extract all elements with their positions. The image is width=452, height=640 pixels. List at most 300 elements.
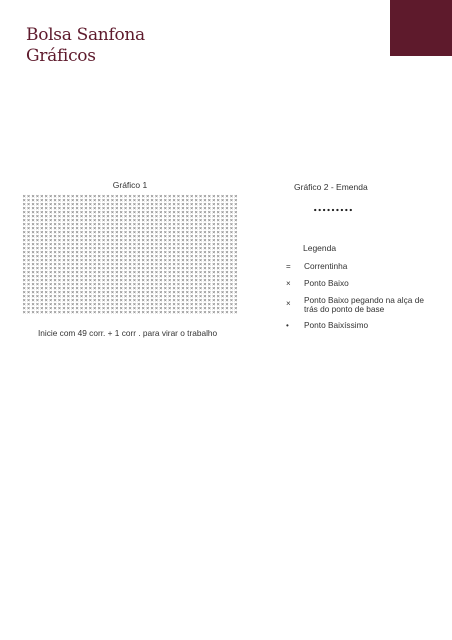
stitch-mark: × [97, 294, 102, 300]
stitch-mark: × [128, 290, 132, 296]
chart2-stitch-row [313, 200, 353, 206]
stitch-mark: × [154, 270, 159, 276]
stitch-mark: × [83, 242, 88, 248]
stitch-mark: × [53, 310, 57, 314]
stitch-mark: × [75, 254, 80, 260]
stitch-mark: × [92, 206, 97, 212]
stitch-mark: × [229, 274, 234, 280]
stitch-mark: × [119, 230, 124, 236]
stitch-mark: × [141, 230, 146, 236]
stitch-mark: × [123, 198, 128, 204]
stitch-mark: × [97, 258, 102, 264]
stitch-mark: × [145, 242, 150, 248]
stitch-mark: × [176, 246, 181, 252]
stitch-mark: × [207, 230, 212, 236]
stitch-mark: × [92, 302, 97, 308]
stitch-mark: × [31, 218, 35, 224]
stitch-mark: × [198, 230, 203, 236]
stitch-mark: × [75, 246, 80, 252]
stitch-mark: × [158, 214, 163, 220]
stitch-mark: × [167, 282, 172, 288]
stitch-mark: × [83, 294, 88, 300]
stitch-mark: × [101, 270, 106, 276]
stitch-mark: × [203, 242, 207, 248]
stitch-mark: × [220, 238, 225, 244]
stitch-mark: × [145, 282, 150, 288]
stitch-mark: × [101, 214, 106, 220]
stitch-mark: × [70, 254, 75, 260]
stitch-mark: × [31, 262, 35, 268]
stitch-mark: × [203, 302, 207, 308]
stitch-mark: × [79, 310, 84, 314]
stitch-mark: × [211, 222, 216, 228]
stitch-mark: × [83, 290, 88, 296]
stitch-mark: × [53, 290, 57, 296]
stitch-mark: × [97, 270, 102, 276]
stitch-mark: × [57, 278, 62, 284]
stitch-mark: × [185, 250, 190, 256]
stitch-mark: × [176, 194, 181, 200]
stitch-mark: × [229, 226, 234, 232]
stitch-mark: × [189, 230, 194, 236]
stitch-mark: × [61, 246, 66, 252]
stitch-mark: × [44, 298, 49, 304]
stitch-mark: × [114, 310, 119, 314]
stitch-mark: × [39, 206, 44, 212]
stitch-mark: × [106, 274, 110, 280]
stitch-mark: × [119, 258, 124, 264]
stitch-mark: × [114, 218, 119, 224]
stitch-mark: × [92, 242, 97, 248]
stitch-mark: × [128, 266, 132, 272]
stitch-mark: × [207, 250, 212, 256]
stitch-mark: × [88, 302, 93, 308]
stitch-mark: × [44, 250, 49, 256]
stitch-mark: × [61, 274, 66, 280]
stitch-mark: × [114, 242, 119, 248]
stitch-mark: × [141, 202, 146, 208]
stitch-mark: × [141, 198, 146, 204]
stitch-mark: × [233, 270, 238, 276]
stitch-mark: × [110, 246, 115, 252]
stitch-mark: × [128, 310, 132, 314]
stitch-mark: × [225, 218, 229, 224]
stitch-mark: × [31, 302, 35, 308]
stitch-mark: × [136, 270, 141, 276]
stitch-mark: × [141, 242, 146, 248]
stitch-mark: × [207, 254, 212, 260]
stitch-mark: × [92, 234, 97, 240]
stitch-mark: × [136, 274, 141, 280]
stitch-mark: × [83, 282, 88, 288]
stitch-mark: × [167, 302, 172, 308]
stitch-mark: × [88, 198, 93, 204]
stitch-mark: × [92, 198, 97, 204]
stitch-mark: × [136, 218, 141, 224]
stitch-mark: × [198, 214, 203, 220]
stitch-mark: × [110, 202, 115, 208]
stitch-mark: × [66, 226, 71, 232]
stitch-mark: × [39, 214, 44, 220]
stitch-mark: × [35, 230, 40, 236]
stitch-mark: × [172, 230, 177, 236]
stitch-mark: × [229, 250, 234, 256]
stitch-mark: × [119, 226, 124, 232]
stitch-mark: × [110, 270, 115, 276]
stitch-mark: × [22, 246, 27, 252]
stitch-mark: × [211, 270, 216, 276]
stitch-mark: × [48, 210, 53, 216]
chart1-note: Inicie com 49 corr. + 1 corr . para virar o trabalho [38, 328, 218, 338]
stitch-mark: × [172, 246, 177, 252]
stitch-mark: × [185, 198, 190, 204]
stitch-mark: × [53, 246, 57, 252]
stitch-mark: × [26, 266, 31, 272]
stitch-mark: × [35, 214, 40, 220]
stitch-mark: × [141, 262, 146, 268]
stitch-mark: × [198, 294, 203, 300]
stitch-mark: × [154, 274, 159, 280]
stitch-mark: × [31, 230, 35, 236]
stitch-mark: × [57, 198, 62, 204]
slip-stitch-mark [319, 209, 321, 211]
stitch-mark: × [198, 306, 203, 312]
stitch-mark: × [132, 270, 137, 276]
stitch-mark: × [39, 254, 44, 260]
stitch-mark: × [35, 258, 40, 264]
stitch-mark: × [203, 214, 207, 220]
stitch-mark: × [48, 298, 53, 304]
stitch-mark: × [176, 210, 181, 216]
stitch-mark: × [225, 302, 229, 308]
stitch-mark: × [22, 194, 27, 200]
stitch-mark: × [158, 230, 163, 236]
stitch-mark: × [88, 286, 93, 292]
stitch-mark: × [150, 278, 154, 284]
stitch-mark: × [66, 194, 71, 200]
stitch-mark: × [79, 226, 84, 232]
stitch-mark: × [150, 198, 154, 204]
stitch-mark: × [225, 282, 229, 288]
stitch-mark: × [150, 234, 154, 240]
stitch-mark: × [75, 198, 80, 204]
stitch-mark: × [114, 226, 119, 232]
stitch-mark: × [176, 286, 181, 292]
stitch-mark: × [189, 214, 194, 220]
stitch-mark: × [163, 294, 168, 300]
stitch-mark: × [198, 282, 203, 288]
stitch-mark: × [211, 210, 216, 216]
stitch-mark: × [154, 242, 159, 248]
stitch-mark: × [110, 218, 115, 224]
stitch-mark: × [79, 306, 84, 312]
stitch-mark: × [66, 270, 71, 276]
stitch-mark: × [44, 222, 49, 228]
stitch-mark: × [53, 282, 57, 288]
stitch-mark: × [66, 230, 71, 236]
stitch-mark: × [79, 222, 84, 228]
stitch-mark: × [57, 234, 62, 240]
stitch-mark: × [163, 206, 168, 212]
stitch-mark: × [167, 230, 172, 236]
stitch-mark: × [211, 214, 216, 220]
stitch-mark: × [66, 250, 71, 256]
stitch-mark: × [79, 214, 84, 220]
stitch-mark: × [114, 302, 119, 308]
stitch-mark: × [92, 226, 97, 232]
stitch-mark: × [180, 246, 185, 252]
stitch-mark: × [216, 222, 221, 228]
stitch-mark: × [132, 258, 137, 264]
stitch-mark: × [145, 246, 150, 252]
stitch-mark: × [167, 286, 172, 292]
stitch-mark: × [79, 210, 84, 216]
stitch-mark: × [88, 230, 93, 236]
stitch-mark: × [136, 242, 141, 248]
stitch-mark: × [101, 266, 106, 272]
stitch-mark: × [158, 242, 163, 248]
stitch-mark: × [220, 246, 225, 252]
stitch-mark: × [136, 238, 141, 244]
stitch-mark: × [167, 202, 172, 208]
stitch-mark: × [167, 306, 172, 312]
stitch-mark: × [189, 226, 194, 232]
stitch-mark: × [39, 210, 44, 216]
stitch-mark: × [31, 210, 35, 216]
stitch-mark: × [83, 202, 88, 208]
stitch-mark: × [150, 246, 154, 252]
stitch-mark: × [70, 202, 75, 208]
stitch-mark: × [106, 234, 110, 240]
stitch-mark: × [75, 286, 80, 292]
stitch-mark: × [128, 286, 132, 292]
stitch-mark: × [35, 242, 40, 248]
stitch-mark: × [83, 266, 88, 272]
stitch-mark: × [61, 302, 66, 308]
stitch-mark: × [61, 266, 66, 272]
stitch-mark: × [180, 254, 185, 260]
stitch-mark: × [158, 290, 163, 296]
stitch-mark: × [39, 238, 44, 244]
stitch-mark: × [83, 302, 88, 308]
stitch-mark: × [229, 198, 234, 204]
stitch-mark: × [66, 222, 71, 228]
stitch-mark: × [145, 274, 150, 280]
stitch-mark: × [167, 294, 172, 300]
stitch-mark: × [114, 222, 119, 228]
stitch-mark: × [132, 242, 137, 248]
stitch-mark: × [176, 238, 181, 244]
stitch-mark: × [44, 266, 49, 272]
stitch-mark: × [22, 238, 27, 244]
stitch-mark: × [216, 206, 221, 212]
stitch-mark: × [132, 202, 137, 208]
stitch-mark: × [150, 222, 154, 228]
stitch-mark: × [66, 246, 71, 252]
stitch-mark: × [198, 242, 203, 248]
stitch-mark: × [101, 246, 106, 252]
stitch-mark: × [57, 246, 62, 252]
stitch-mark: × [101, 282, 106, 288]
stitch-mark: × [53, 222, 57, 228]
stitch-mark: × [110, 198, 115, 204]
stitch-mark: × [88, 270, 93, 276]
stitch-mark: × [106, 286, 110, 292]
stitch-mark: × [150, 270, 154, 276]
stitch-mark: × [220, 250, 225, 256]
stitch-mark: × [154, 194, 159, 200]
stitch-mark: × [22, 310, 27, 314]
stitch-mark: × [110, 274, 115, 280]
stitch-mark: × [198, 198, 203, 204]
stitch-mark: × [136, 306, 141, 312]
stitch-mark: × [114, 198, 119, 204]
stitch-mark: × [39, 258, 44, 264]
stitch-mark: × [141, 234, 146, 240]
stitch-mark: × [110, 310, 115, 314]
stitch-mark: × [198, 238, 203, 244]
stitch-mark: × [180, 266, 185, 272]
stitch-mark: × [225, 290, 229, 296]
stitch-mark: × [185, 254, 190, 260]
stitch-mark: × [158, 286, 163, 292]
stitch-mark: × [35, 246, 40, 252]
stitch-mark: × [57, 262, 62, 268]
stitch-mark: × [216, 262, 221, 268]
stitch-mark: × [22, 262, 27, 268]
stitch-mark: × [194, 278, 199, 284]
stitch-mark: × [185, 274, 190, 280]
stitch-mark: × [158, 250, 163, 256]
stitch-mark: × [229, 306, 234, 312]
stitch-mark: × [101, 298, 106, 304]
stitch-mark: × [176, 234, 181, 240]
stitch-mark: × [119, 262, 124, 268]
stitch-mark: × [66, 286, 71, 292]
stitch-mark: × [22, 234, 27, 240]
stitch-mark: × [39, 198, 44, 204]
stitch-mark: × [172, 210, 177, 216]
stitch-mark: × [39, 310, 44, 314]
stitch-mark: × [172, 226, 177, 232]
stitch-mark: × [66, 282, 71, 288]
stitch-mark: × [145, 194, 150, 200]
stitch-mark: × [31, 282, 35, 288]
stitch-mark: × [79, 258, 84, 264]
stitch-mark: × [163, 234, 168, 240]
stitch-mark: × [229, 254, 234, 260]
stitch-mark: × [167, 298, 172, 304]
stitch-mark: × [220, 194, 225, 200]
stitch-mark: × [207, 266, 212, 272]
stitch-mark: × [70, 230, 75, 236]
stitch-mark: × [211, 226, 216, 232]
stitch-mark: × [203, 226, 207, 232]
stitch-mark: × [167, 234, 172, 240]
stitch-mark: × [114, 298, 119, 304]
stitch-mark: × [141, 266, 146, 272]
stitch-mark: × [167, 310, 172, 314]
stitch-mark: × [35, 310, 40, 314]
stitch-mark: × [128, 214, 132, 220]
stitch-mark: × [70, 246, 75, 252]
stitch-mark: × [185, 282, 190, 288]
stitch-mark: × [136, 234, 141, 240]
stitch-mark: × [150, 254, 154, 260]
stitch-mark: × [185, 278, 190, 284]
stitch-mark: × [75, 290, 80, 296]
stitch-mark: × [70, 206, 75, 212]
stitch-mark: × [44, 286, 49, 292]
stitch-mark: × [158, 294, 163, 300]
stitch-mark: × [39, 294, 44, 300]
stitch-mark: × [123, 274, 128, 280]
stitch-mark: × [180, 298, 185, 304]
stitch-mark: × [97, 298, 102, 304]
stitch-mark: × [88, 222, 93, 228]
stitch-mark: × [101, 226, 106, 232]
stitch-mark: × [79, 198, 84, 204]
stitch-mark: × [194, 242, 199, 248]
stitch-mark: × [128, 306, 132, 312]
stitch-mark: × [229, 218, 234, 224]
stitch-mark: × [88, 294, 93, 300]
stitch-mark: × [53, 270, 57, 276]
stitch-mark: × [48, 294, 53, 300]
stitch-mark: × [128, 218, 132, 224]
stitch-mark: × [123, 234, 128, 240]
stitch-mark: × [163, 214, 168, 220]
stitch-mark: × [57, 270, 62, 276]
stitch-mark: × [97, 234, 102, 240]
stitch-mark: × [48, 258, 53, 264]
stitch-mark: × [97, 302, 102, 308]
stitch-mark: × [180, 278, 185, 284]
legend-item-ponto-baixissimo [286, 321, 434, 331]
stitch-mark: × [31, 206, 35, 212]
stitch-mark: × [48, 270, 53, 276]
stitch-mark: × [66, 278, 71, 284]
stitch-mark: × [61, 238, 66, 244]
stitch-mark: × [216, 202, 221, 208]
stitch-mark: × [83, 262, 88, 268]
stitch-mark: × [92, 278, 97, 284]
stitch-mark: × [167, 270, 172, 276]
stitch-mark: × [110, 298, 115, 304]
stitch-mark: × [57, 274, 62, 280]
stitch-mark: × [207, 214, 212, 220]
stitch-mark: × [180, 198, 185, 204]
stitch-mark: × [88, 274, 93, 280]
stitch-mark: × [110, 210, 115, 216]
stitch-mark: × [79, 286, 84, 292]
stitch-mark: × [220, 306, 225, 312]
stitch-mark: × [220, 310, 225, 314]
stitch-mark: × [203, 286, 207, 292]
stitch-mark: × [194, 266, 199, 272]
stitch-mark: × [163, 210, 168, 216]
stitch-mark: × [31, 270, 35, 276]
stitch-mark: × [163, 218, 168, 224]
stitch-mark: × [119, 274, 124, 280]
stitch-mark: × [106, 290, 110, 296]
legend-label: Ponto Baixo pegando na alça de trás do ponto de base [304, 295, 424, 314]
stitch-mark: × [163, 306, 168, 312]
stitch-mark: × [220, 278, 225, 284]
stitch-mark: × [88, 226, 93, 232]
stitch-mark: × [172, 306, 177, 312]
stitch-mark: × [176, 242, 181, 248]
